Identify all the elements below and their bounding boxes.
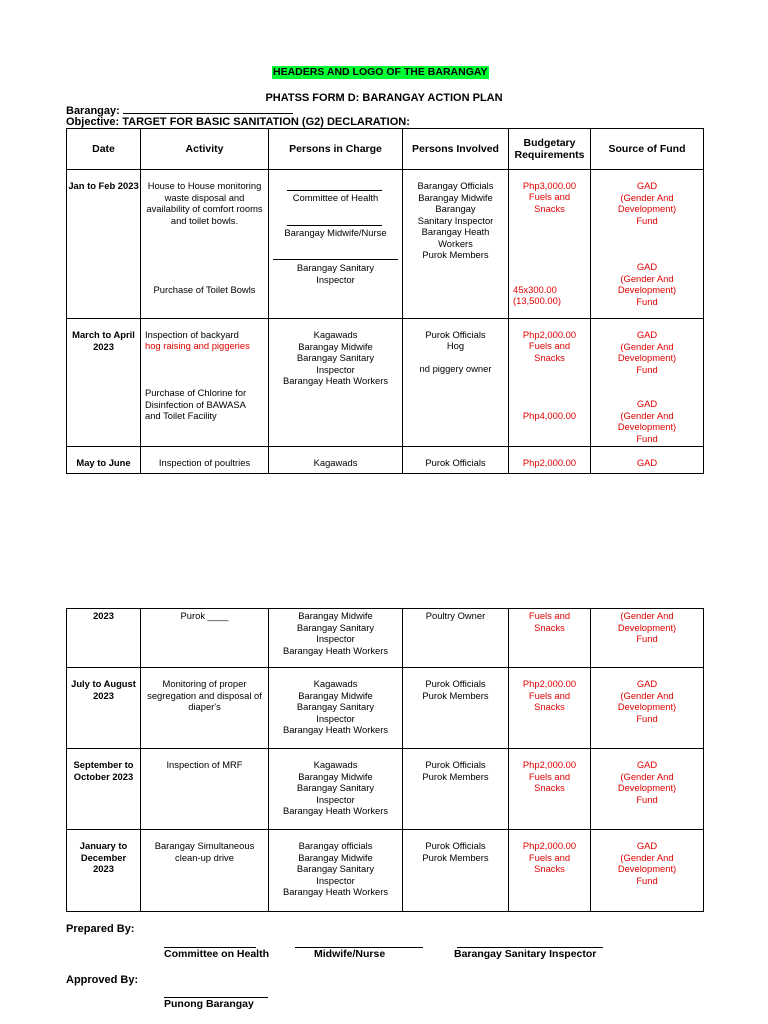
charge-item: Barangay Midwife: [298, 770, 373, 782]
row-budget: [509, 830, 591, 912]
row-persons-in-charge: [269, 668, 403, 749]
budget-amount-2: Php4,000.00: [522, 410, 577, 421]
row-activity: Inspection of poultries: [141, 447, 269, 474]
row-fund: [591, 170, 704, 319]
charge-item: Barangay Sanitary Inspector: [296, 621, 375, 644]
row-activity: Barangay Simultaneous clean-up drive: [141, 830, 269, 912]
involved-item: Barangay Heath Workers: [421, 226, 490, 249]
signatory-midwife-nurse: Midwife/Nurse: [314, 948, 386, 960]
charge-item: Barangay Heath Workers: [282, 644, 389, 656]
activity-text-2: Purchase of Toilet Bowls: [153, 284, 256, 295]
budget-total-2: (13,500.00): [513, 295, 561, 306]
row-persons-in-charge: [269, 319, 403, 447]
charge-item: Barangay Midwife: [298, 340, 373, 352]
fund-name: GAD: [636, 329, 658, 340]
col-header-source-of-fund: Source of Fund: [591, 129, 704, 170]
col-header-budget: Budgetary Requirements: [509, 129, 591, 170]
charge-item: Barangay Sanitary Inspector: [296, 262, 375, 285]
action-plan-table-part1: [66, 128, 704, 474]
table-row: [67, 609, 704, 668]
fund-name: GAD: [636, 840, 658, 851]
fund-name: GAD: [636, 398, 658, 409]
involved-item: Purok Members: [422, 249, 489, 260]
budget-note: Fuels and Snacks: [528, 689, 571, 712]
row-date: March to April 2023: [67, 319, 141, 447]
fund-name: GAD: [636, 180, 658, 191]
involved-item: Barangay Officials: [417, 180, 494, 191]
header-logo-placeholder: HEADERS AND LOGO OF THE BARANGAY: [273, 66, 488, 78]
charge-item: Kagawads: [313, 678, 358, 689]
fund-suffix: Fund: [636, 793, 658, 805]
col-header-persons-involved: Persons Involved: [403, 129, 509, 170]
signatory-sanitary-inspector: Barangay Sanitary Inspector: [454, 948, 597, 960]
fund-suffix: Fund: [636, 214, 658, 226]
budget-note: Fuels and Snacks: [528, 851, 571, 874]
table-row: [67, 447, 704, 474]
involved-item: Purok Officials: [425, 840, 486, 851]
fund-detail: (Gender And Development): [617, 409, 677, 432]
activity-text-2: Purchase of Chlorine for Disinfection of BAWASA and Toilet Facility: [145, 387, 247, 421]
fund-detail: (Gender And Development): [617, 770, 677, 793]
fund-block-2: [609, 398, 685, 444]
activity-text-highlight: hog raising and piggeries: [145, 340, 250, 351]
involved-item: Purok Members: [422, 770, 489, 782]
budget-amount: Php3,000.00: [522, 180, 577, 191]
barangay-blank-line: [123, 104, 293, 114]
approved-by-label: Approved By:: [66, 974, 139, 986]
charge-item: Barangay Heath Workers: [282, 724, 389, 735]
table-row: [67, 668, 704, 749]
row-activity: Monitoring of proper segregation and disposal of diaper's: [141, 668, 269, 749]
row-date: 2023: [67, 609, 141, 668]
fund-detail: (Gender And Development): [617, 851, 677, 874]
budget-amount: Php2,000.00: [522, 759, 577, 770]
row-budget: [509, 319, 591, 447]
involved-item: Purok Officials: [425, 329, 486, 340]
fund-suffix: Fund: [636, 363, 658, 375]
fund-block: [609, 329, 685, 375]
row-budget: [509, 170, 591, 319]
row-budget: Fuels and Snacks: [509, 609, 591, 668]
row-date: Jan to Feb 2023: [67, 170, 141, 319]
col-header-persons-in-charge: Persons in Charge: [269, 129, 403, 170]
charge-item: Barangay Midwife: [298, 610, 373, 621]
charge-item: Barangay Heath Workers: [282, 886, 389, 897]
row-fund: [591, 319, 704, 447]
row-fund: [591, 749, 704, 830]
row-persons-in-charge: [269, 170, 403, 319]
objective-line: [66, 116, 410, 128]
charge-item: Barangay Sanitary Inspector: [296, 863, 375, 886]
row-persons-involved: [403, 668, 509, 749]
charge-item: Barangay Sanitary Inspector: [296, 352, 375, 375]
charge-item: Barangay Sanitary Inspector: [296, 701, 375, 724]
charge-item: Barangay Sanitary Inspector: [296, 782, 375, 805]
objective-label: Objective:: [66, 116, 120, 128]
charge-item: Barangay Heath Workers: [282, 375, 389, 386]
row-date: July to August 2023: [67, 668, 141, 749]
fund-detail: (Gender And Development): [617, 610, 677, 633]
row-persons-in-charge: [269, 749, 403, 830]
fund-detail: (Gender And Development): [617, 689, 677, 712]
table-row: [67, 170, 704, 319]
row-activity: Purok ____: [141, 609, 269, 668]
involved-item: Hog: [446, 340, 465, 351]
col-header-activity: Activity: [141, 129, 269, 170]
fund-suffix: Fund: [636, 874, 658, 886]
row-persons-involved: [403, 830, 509, 912]
involved-item: Purok Members: [422, 851, 489, 863]
budget-amount: Php2,000.00: [522, 840, 577, 851]
involved-item: Barangay Sanitary Inspector: [417, 203, 494, 226]
charge-item: Kagawads: [313, 759, 358, 770]
activity-text: House to House monitoring waste disposal and availability of comfort rooms and toilet bowls.: [146, 180, 263, 226]
fund-name: GAD: [636, 678, 658, 689]
table-row: [67, 830, 704, 912]
fund-detail: (Gender And Development): [617, 272, 677, 295]
involved-item: Purok Officials: [425, 678, 486, 689]
fund-name: GAD: [636, 759, 658, 770]
fund-detail: (Gender And Development): [617, 340, 677, 363]
fund-suffix: Fund: [636, 633, 658, 644]
charge-item: Barangay Midwife: [298, 851, 373, 863]
row-persons-involved: [403, 170, 509, 319]
fund-name: GAD: [636, 261, 658, 272]
row-date: January to December 2023: [67, 830, 141, 912]
row-persons-involved: Purok Officials: [403, 447, 509, 474]
fund-suffix: Fund: [636, 295, 658, 307]
row-activity: [141, 319, 269, 447]
blank-line: [287, 190, 382, 191]
signatory-committee-on-health: Committee on Health: [164, 948, 270, 960]
charge-item: Barangay Midwife: [298, 689, 373, 701]
row-budget: [509, 668, 591, 749]
fund-suffix: Fund: [636, 712, 658, 724]
involved-item: Purok Officials: [425, 759, 486, 770]
budget-note: Fuels and Snacks: [528, 770, 571, 793]
fund-block-2: [609, 261, 685, 307]
charge-item: Barangay officials: [298, 840, 373, 851]
row-activity: [141, 170, 269, 319]
row-persons-in-charge: Kagawads: [269, 447, 403, 474]
action-plan-table-part2: [66, 608, 704, 912]
fund-suffix: Fund: [636, 432, 658, 444]
involved-item: nd piggery owner: [419, 363, 492, 374]
col-header-date: Date: [67, 129, 141, 170]
table-header-row: [67, 129, 704, 170]
row-fund: GAD: [591, 447, 704, 474]
blank-line: [273, 259, 398, 260]
involved-item: Barangay Midwife: [418, 191, 493, 203]
budget-amount: Php2,000.00: [522, 678, 577, 689]
objective-text: TARGET FOR BASIC SANITATION (G2) DECLARATION:: [122, 116, 410, 128]
fund-block: [609, 180, 685, 226]
row-activity: Inspection of MRF: [141, 749, 269, 830]
charge-item: Barangay Heath Workers: [282, 805, 389, 816]
budget-amount: Php2,000.00: [522, 329, 577, 340]
row-persons-in-charge: [269, 830, 403, 912]
form-title: PHATSS FORM D: BARANGAY ACTION PLAN: [265, 92, 503, 104]
charge-item: Committee of Health: [292, 192, 379, 203]
budget-note: Fuels and Snacks: [528, 340, 571, 363]
row-persons-involved: Poultry Owner: [403, 609, 509, 668]
charge-item: Barangay Midwife/Nurse: [284, 227, 387, 238]
activity-text: Inspection of backyard: [145, 329, 239, 340]
blank-line: [287, 225, 382, 226]
row-persons-involved: [403, 319, 509, 447]
charge-item: Kagawads: [313, 329, 358, 340]
table-row: [67, 749, 704, 830]
prepared-by-label: Prepared By:: [66, 923, 135, 935]
row-budget: Php2,000.00: [509, 447, 591, 474]
budget-note: Fuels and Snacks: [528, 191, 571, 214]
row-persons-in-charge: [269, 609, 403, 668]
fund-detail: (Gender And Development): [617, 191, 677, 214]
row-budget: [509, 749, 591, 830]
row-fund: [591, 609, 704, 668]
row-fund: [591, 830, 704, 912]
row-date: September to October 2023: [67, 749, 141, 830]
involved-item: Purok Members: [422, 689, 489, 701]
barangay-label: Barangay:: [66, 105, 120, 117]
table-row: [67, 319, 704, 447]
row-persons-involved: [403, 749, 509, 830]
signatory-punong-barangay: Punong Barangay: [164, 998, 254, 1010]
row-date: May to June: [67, 447, 141, 474]
budget-amount-2: 45x300.00: [513, 284, 557, 295]
row-fund: [591, 668, 704, 749]
